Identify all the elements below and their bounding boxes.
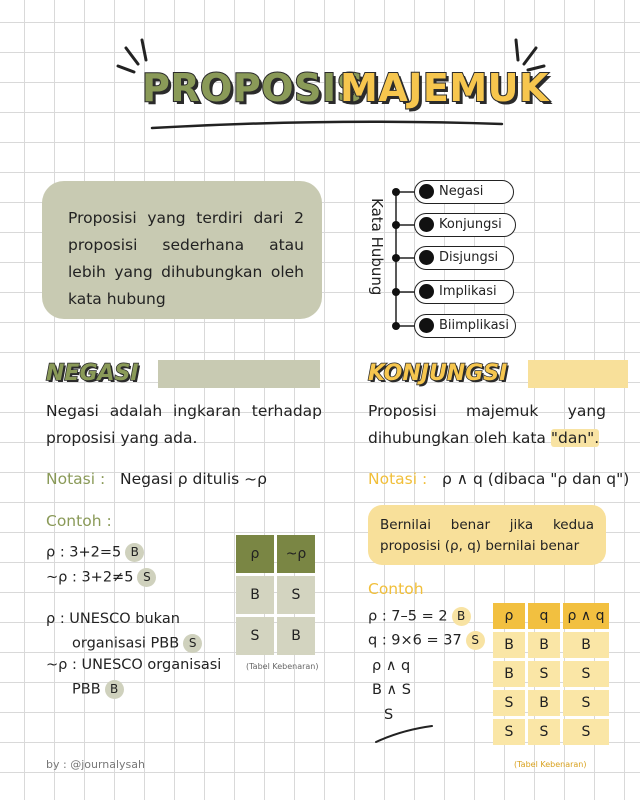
table-cell: B — [277, 617, 315, 655]
konjungsi-truth-table — [490, 600, 612, 748]
kata-hubung-item-konjungsi: Konjungsi — [414, 213, 516, 237]
table-cell: B — [528, 690, 560, 716]
table-header: ρ — [236, 535, 274, 573]
kata-hubung-label: Kata Hubung — [368, 198, 386, 296]
negasi-truth-table — [233, 532, 318, 658]
truth-badge: B — [125, 543, 144, 562]
table-cell: S — [563, 690, 609, 716]
bullet-icon — [419, 217, 434, 232]
table-header: ρ — [493, 603, 525, 629]
table-cell: S — [277, 576, 315, 614]
truth-badge: B — [452, 607, 471, 626]
notasi-text: ρ ∧ q (dibaca "ρ dan q") — [441, 470, 630, 488]
negasi-title: NEGASI — [46, 361, 139, 386]
konjungsi-example-q: q : 9×6 = 37 S — [368, 631, 485, 650]
negasi-example-2b: ~ρ : UNESCO organisasi — [46, 657, 222, 673]
kata-hubung-item-negasi: Negasi — [414, 180, 514, 204]
konjungsi-contoh-label: Contoh — [368, 580, 424, 598]
table-cell: S — [563, 719, 609, 745]
table-cell: S — [236, 617, 274, 655]
konjungsi-example-result: S — [384, 707, 394, 723]
truth-badge: B — [105, 680, 124, 699]
table-cell: S — [563, 661, 609, 687]
title-proposisi: PROPOSISI — [142, 66, 380, 110]
highlight-dan: "dan". — [550, 429, 600, 447]
negasi-example-2a: ρ : UNESCO bukan — [46, 611, 180, 627]
truth-badge: S — [466, 631, 485, 650]
kata-hubung-item-disjungsi: Disjungsi — [414, 246, 514, 270]
table-cell: S — [493, 719, 525, 745]
notasi-label: Notasi : — [368, 470, 428, 488]
bullet-icon — [419, 250, 434, 265]
table-header: ~ρ — [277, 535, 315, 573]
konjungsi-example-eval: B ∧ S — [372, 682, 411, 698]
negasi-example-1b: ~ρ : 3+2≠5 S — [46, 568, 156, 587]
konjungsi-title: KONJUNGSI — [368, 361, 508, 386]
definition-box — [42, 181, 322, 319]
notasi-text: Negasi ρ ditulis ~ρ — [119, 470, 267, 488]
konjungsi-example-expr: ρ ∧ q — [372, 658, 411, 674]
table-cell: S — [528, 719, 560, 745]
konjungsi-rule-text: Bernilai benar jika kedua proposisi (ρ, q) bernilai benar — [380, 517, 594, 554]
konjungsi-example-p: ρ : 7–5 = 2 B — [368, 607, 471, 626]
truth-badge: S — [137, 568, 156, 587]
kata-hubung-item-biimplikasi: Biimplikasi — [414, 314, 516, 338]
table-cell: B — [563, 632, 609, 658]
negasi-notasi — [46, 470, 267, 488]
table-cell: B — [493, 632, 525, 658]
table-cell: S — [493, 690, 525, 716]
truth-badge: S — [183, 634, 202, 653]
konjungsi-title-bar — [528, 360, 628, 388]
definition-text: Proposisi yang terdiri dari 2 proposisi sederhana atau lebih yang dihubungkan oleh kata hubung — [68, 209, 304, 308]
table-cell: B — [236, 576, 274, 614]
konjungsi-description: Proposisi majemuk yang dihubungkan oleh kata "dan". — [368, 402, 606, 447]
negasi-table-caption: (Tabel Kebenaran) — [246, 662, 319, 671]
table-cell: S — [528, 661, 560, 687]
title-majemuk: MAJEMUK — [340, 66, 549, 110]
bullet-icon — [419, 318, 434, 333]
kata-hubung-item-implikasi: Implikasi — [414, 280, 514, 304]
konjungsi-notasi — [368, 470, 629, 488]
konjungsi-table-caption: (Tabel Kebenaran) — [514, 760, 587, 769]
table-header: q — [528, 603, 560, 629]
table-header: ρ ∧ q — [563, 603, 609, 629]
table-cell: B — [528, 632, 560, 658]
bullet-icon — [419, 184, 434, 199]
negasi-title-bar — [158, 360, 320, 388]
konjungsi-rule-box — [368, 505, 606, 565]
negasi-description: Negasi adalah ingkaran terhadap proposisi yang ada. — [46, 402, 322, 447]
bullet-icon — [419, 284, 434, 299]
negasi-example-2b-cont: PBB B — [72, 680, 124, 699]
negasi-example-1a: ρ : 3+2=5 B — [46, 543, 144, 562]
table-cell: B — [493, 661, 525, 687]
negasi-example-2a-cont: organisasi PBB S — [72, 634, 202, 653]
title-underline — [150, 118, 505, 132]
negasi-contoh-label: Contoh : — [46, 512, 112, 530]
notasi-label: Notasi : — [46, 470, 106, 488]
credit-text: by : @journalysah — [46, 758, 145, 771]
result-underline — [372, 722, 436, 746]
